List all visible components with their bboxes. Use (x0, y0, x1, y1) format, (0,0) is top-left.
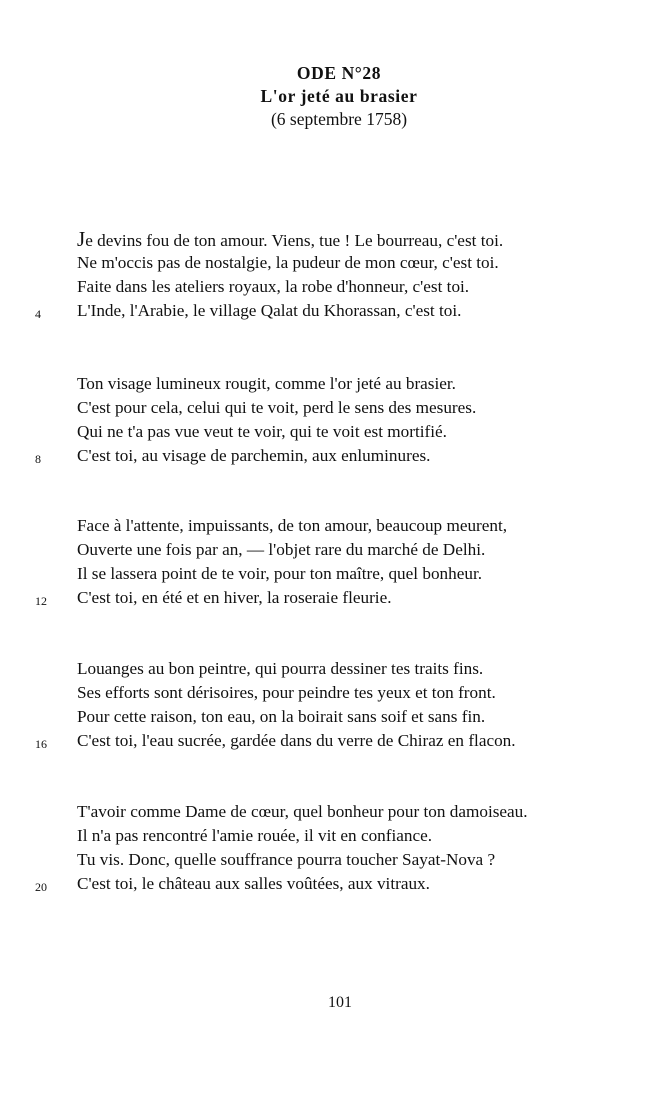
verse-text: C'est pour cela, celui qui te voit, perd le sens des mesures. (77, 398, 477, 417)
verse-text: e devins fou de ton amour. Viens, tue ! Le bourreau, c'est toi. (85, 231, 504, 250)
verse-text: Pour cette raison, ton eau, on la boirait sans soif et sans fin. (77, 707, 486, 726)
page-number: 101 (328, 994, 352, 1011)
stanza-5 (0, 800, 650, 896)
verse-text: Louanges au bon peintre, qui pourra dessiner tes traits fins. (77, 659, 484, 678)
verse-line (0, 275, 650, 299)
verse-text: C'est toi, le château aux salles voûtées, aux vitraux. (77, 874, 430, 893)
verse-text: Ton visage lumineux rougit, comme l'or jeté au brasier. (77, 374, 456, 393)
ode-header (0, 62, 650, 131)
line-number: 12 (35, 594, 47, 608)
verse-line (0, 681, 650, 705)
verse-line (0, 420, 650, 444)
verse-text: Qui ne t'a pas vue veut te voir, qui te voit est mortifié. (77, 422, 447, 441)
verse-line (0, 586, 650, 610)
verse-text: T'avoir comme Dame de cœur, quel bonheur pour ton damoiseau. (77, 802, 528, 821)
stanza-3 (0, 514, 650, 610)
verse-text: Ne m'occis pas de nostalgie, la pudeur de mon cœur, c'est toi. (77, 253, 499, 272)
line-number: 20 (35, 880, 47, 894)
verse-text: Face à l'attente, impuissants, de ton amour, beaucoup meurent, (77, 516, 508, 535)
verse-line (0, 538, 650, 562)
verse-line (0, 729, 650, 753)
verse-text: L'Inde, l'Arabie, le village Qalat du Khorassan, c'est toi. (77, 301, 462, 320)
verse-line (0, 299, 650, 323)
verse-text: Ouverte une fois par an, — l'objet rare du marché de Delhi. (77, 540, 486, 559)
ode-title: ODE N°28 (296, 63, 382, 83)
verse-line (0, 227, 650, 251)
verse-line (0, 444, 650, 468)
verse-line (0, 251, 650, 275)
drop-cap: J (77, 227, 86, 251)
ode-subtitle: L'or jeté au brasier (260, 86, 418, 106)
line-number: 8 (35, 452, 41, 466)
verse-text: Il n'a pas rencontré l'amie rouée, il vit en confiance. (77, 826, 433, 845)
verse-text: Faite dans les ateliers royaux, la robe d'honneur, c'est toi. (77, 277, 470, 296)
stanza-2 (0, 372, 650, 468)
verse-line (0, 396, 650, 420)
stanza-4 (0, 657, 650, 753)
verse-line (0, 848, 650, 872)
verse-line (0, 824, 650, 848)
verse-text: C'est toi, l'eau sucrée, gardée dans du verre de Chiraz en flacon. (77, 731, 516, 750)
line-number: 16 (35, 737, 47, 751)
ode-date: (6 septembre 1758) (270, 109, 408, 129)
verse-text: C'est toi, au visage de parchemin, aux enluminures. (77, 446, 431, 465)
verse-line (0, 372, 650, 396)
line-number: 4 (35, 307, 41, 321)
verse-line (0, 514, 650, 538)
verse-text: Ses efforts sont dérisoires, pour peindre tes yeux et ton front. (77, 683, 496, 702)
verse-text: Il se lassera point de te voir, pour ton maître, quel bonheur. (77, 564, 483, 583)
verse-line (0, 705, 650, 729)
verse-text: C'est toi, en été et en hiver, la roseraie fleurie. (77, 588, 392, 607)
verse-line (0, 657, 650, 681)
stanza-1 (0, 227, 650, 323)
verse-text: Tu vis. Donc, quelle souffrance pourra toucher Sayat-Nova ? (77, 850, 496, 869)
verse-line (0, 562, 650, 586)
verse-line (0, 872, 650, 896)
verse-line (0, 800, 650, 824)
